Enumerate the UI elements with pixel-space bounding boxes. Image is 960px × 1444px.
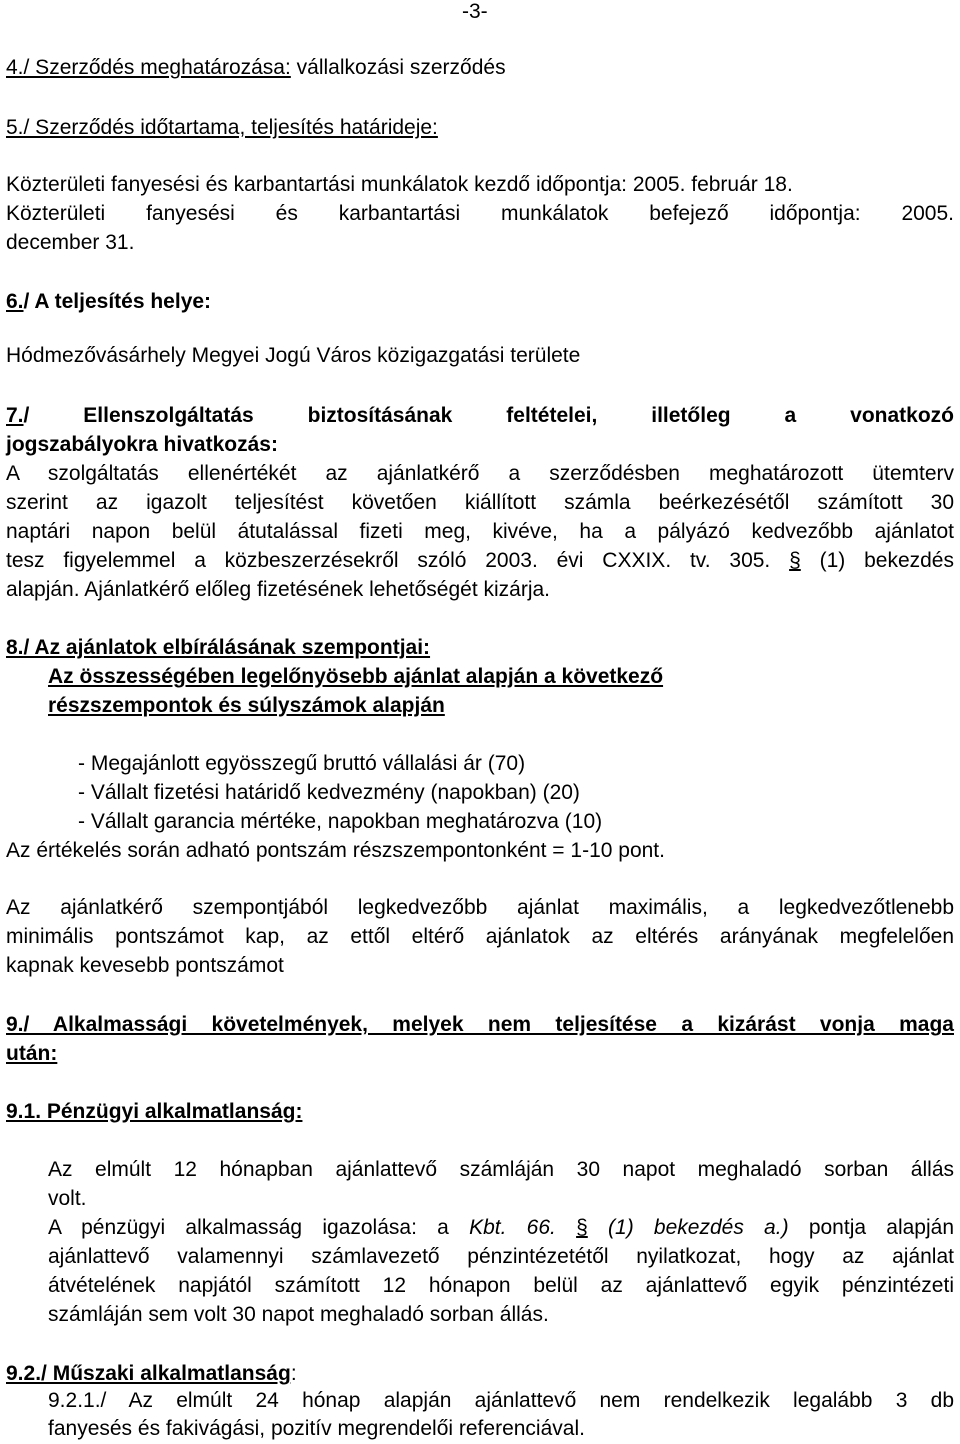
section-8-subheading-2: részszempontok és súlyszámok alapján <box>48 694 445 717</box>
section-7-text-5: alapján. Ajánlatkérő előleg fizetésének lehetőségét kizárja. <box>6 578 551 601</box>
criteria-item-payment: - Vállalt fizetési határidő kedvezmény (napokban) (20) <box>78 781 580 804</box>
section-7-text-3: naptári napon belül átutalással fizeti meg, kivéve, ha a pályázó kedvezőbb ajánlatot <box>6 520 954 543</box>
section-6-location: Hódmezővásárhely Megyei Jogú Város közigazgatási területe <box>6 344 581 367</box>
section-7-text-1: A szolgáltatás ellenértékét az ajánlatkérő a szerződésben meghatározott ütemterv <box>6 462 954 485</box>
section-4-heading: 4./ Szerződés meghatározása: <box>6 56 291 79</box>
section-8-subheading-1: Az összességében legelőnyösebb ajánlat alapján a következő <box>48 665 664 688</box>
section-9-1-text-6: számláján sem volt 30 napot meghaladó sorban állás. <box>48 1303 549 1326</box>
section-9-1-text-3: A pénzügyi alkalmasság igazolása: a Kbt. 66. § (1) bekezdés a.) pontja alapján <box>48 1216 954 1239</box>
scoring-note: Az értékelés során adható pontszám részszempontonként = 1-10 pont. <box>6 839 665 862</box>
scoring-text-1: Az ajánlatkérő szempontjából legkedvezőbb ajánlat maximális, a legkedvezőtlenebb <box>6 896 954 919</box>
section-6-heading: 6./ A teljesítés helye: <box>6 290 212 313</box>
section-9-2-text-1: 9.2.1./ Az elmúlt 24 hónap alapján ajánlattevő nem rendelkezik legalább 3 db <box>48 1389 954 1412</box>
scoring-text-2: minimális pontszámot kap, az ettől eltérő ajánlatok az eltérés arányának megfelelően <box>6 925 954 948</box>
section-7-text-2: szerint az igazolt teljesítést követően kiállított számla beérkezésétől számított 30 <box>6 491 954 514</box>
section-9-1-text-1: Az elmúlt 12 hónapban ajánlattevő számláján 30 napot meghaladó sorban állás <box>48 1158 954 1181</box>
section-9-heading-cont: után: <box>6 1042 58 1065</box>
section-4-value: vállalkozási szerződés <box>290 56 506 79</box>
section-5-end-date: Közterületi fanyesési és karbantartási munkálatok befejező időpontja: 2005. <box>6 202 954 225</box>
section-5-end-date-cont: december 31. <box>6 231 135 254</box>
section-9-1-text-5: átvételének napjától számított 12 hónapon belül az ajánlattevő egyik pénzintézeti <box>48 1274 954 1297</box>
section-9-1-text-2: volt. <box>48 1187 87 1210</box>
criteria-item-warranty: - Vállalt garancia mértéke, napokban meghatározva (10) <box>78 810 603 833</box>
section-8-heading: 8./ Az ajánlatok elbírálásának szempontjai: <box>6 636 431 659</box>
section-4-line <box>6 53 954 83</box>
section-9-2-heading: 9.2./ Műszaki alkalmatlanság: <box>6 1362 297 1385</box>
section-7-heading-cont: jogszabályokra hivatkozás: <box>6 433 278 456</box>
section-9-heading: 9./ Alkalmassági követelmények, melyek nem teljesítése a kizárást vonja maga <box>6 1013 954 1036</box>
section-9-1-heading: 9.1. Pénzügyi alkalmatlanság: <box>6 1100 303 1123</box>
section-5-heading: 5./ Szerződés időtartama, teljesítés határideje: <box>6 116 438 139</box>
section-5-start-date: Közterületi fanyesési és karbantartási munkálatok kezdő időpontja: 2005. február 18. <box>6 173 793 196</box>
section-sign: § <box>576 1216 588 1239</box>
section-7-text-4: tesz figyelemmel a közbeszerzésekről szóló 2003. évi CXXIX. tv. 305. § (1) bekezdés <box>6 549 954 572</box>
section-9-1-text-4: ajánlattevő valamennyi számlavezető pénzintézetétől nyilatkozat, hogy az ajánlat <box>48 1245 954 1268</box>
section-sign: § <box>789 549 801 572</box>
section-7-heading: 7./ Ellenszolgáltatás biztosításának feltételei, illetőleg a vonatkozó <box>6 404 954 427</box>
scoring-text-3: kapnak kevesebb pontszámot <box>6 954 284 977</box>
section-9-2-text-2: fanyesés és fakivágási, pozitív megrendelői referenciával. <box>48 1417 585 1440</box>
page-number: -3- <box>462 0 488 23</box>
criteria-item-price: - Megajánlott egyösszegű bruttó vállalási ár (70) <box>78 752 526 775</box>
